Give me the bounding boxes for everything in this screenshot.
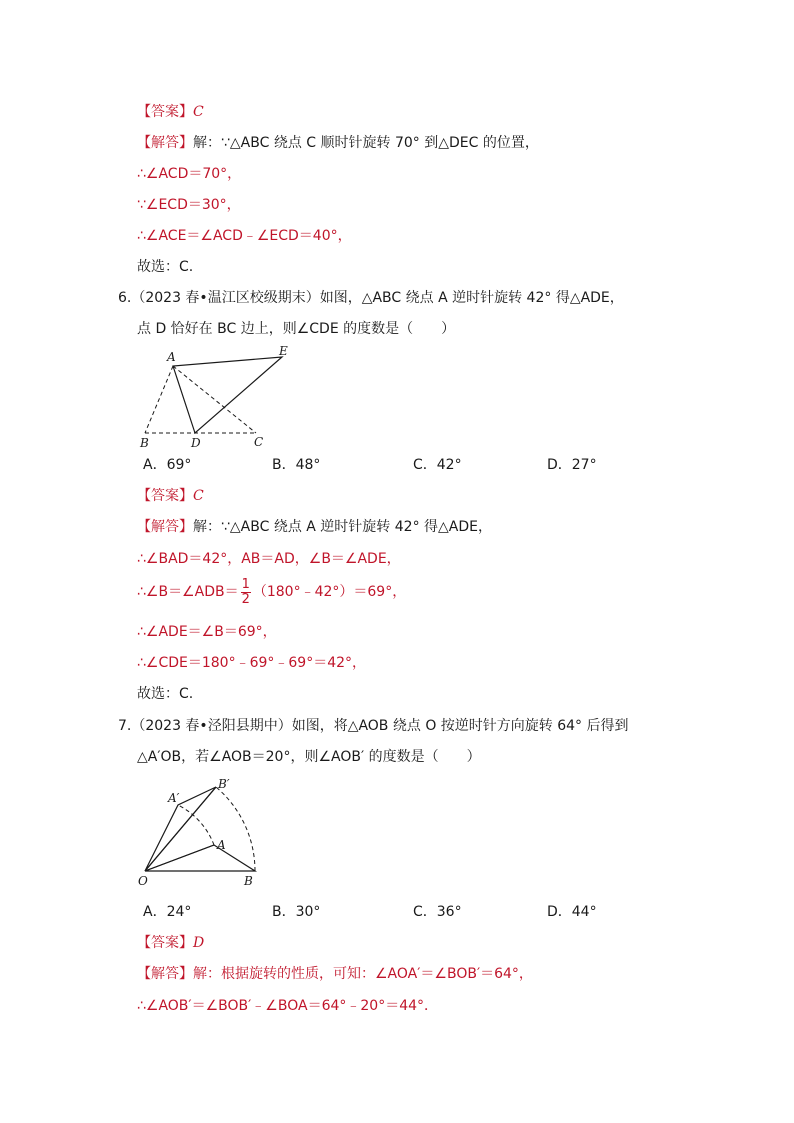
q6-conclusion: 故选：C. <box>137 686 194 702</box>
q7-solution-line1 <box>137 964 533 984</box>
q6-label-d: D <box>191 436 201 450</box>
q7-label-b: B <box>244 874 253 888</box>
q7-stem-line1: 7.（2023 春•泾阳县期中）如图，将△AOB 绕点 O 按逆时针方向旋转 64° 后得到 <box>118 718 629 734</box>
solution-text: 解：根据旋转的性质，可知：∠AOA′＝∠BOB′＝64°， <box>193 966 533 982</box>
q7-label-a1: A′ <box>168 791 180 805</box>
q6-label-a: A <box>167 350 176 364</box>
q6-sol3-part-a: ∴∠B＝∠ADB＝ <box>137 584 239 600</box>
fraction-half <box>241 578 251 607</box>
q7-option-b: B．30° <box>272 904 321 920</box>
q6-solution-line3 <box>137 576 406 608</box>
q5-solution-line1 <box>137 133 539 153</box>
q7-option-a: A．24° <box>143 904 192 920</box>
fraction-numerator: 1 <box>241 576 250 592</box>
q7-option-c: C．36° <box>413 904 462 920</box>
fraction-denominator: 2 <box>241 591 250 607</box>
q7-label-a: A <box>217 838 226 852</box>
q6-stem-line2: 点 D 恰好在 BC 边上，则∠CDE 的度数是（ ） <box>137 321 456 337</box>
q7-solution-line2: ∴∠AOB′＝∠BOB′﹣∠BOA＝64°﹣20°＝44°． <box>137 998 439 1014</box>
q7-triangle-aob <box>145 845 255 871</box>
q7-stem-line2: △A′OB，若∠AOB＝20°，则∠AOB′ 的度数是（ ） <box>137 749 481 765</box>
q6-solution-line2: ∴∠BAD＝42°，AB＝AD，∠B＝∠ADE， <box>137 551 401 567</box>
q7-figure <box>138 778 268 890</box>
q5-solution-line3: ∵∠ECD＝30°， <box>137 197 241 213</box>
q6-solution-line4: ∴∠ADE＝∠B＝69°， <box>137 624 277 640</box>
q6-figure <box>138 345 298 453</box>
q6-solution-line1 <box>137 517 492 537</box>
solution-tag: 【解答】 <box>137 519 193 535</box>
q6-label-b: B <box>140 436 149 450</box>
answer-tag: 【答案】 <box>137 104 193 120</box>
solution-tag: 【解答】 <box>137 966 193 982</box>
q6-solution-line5: ∴∠CDE＝180°﹣69°﹣69°＝42°， <box>137 655 367 671</box>
q6-option-b: B．48° <box>272 457 321 473</box>
q6-sol3-part-b: （180°﹣42°）＝69°， <box>252 584 407 600</box>
q7-label-b1: B′ <box>218 777 230 791</box>
solution-text: 解：∵△ABC 绕点 C 顺时针旋转 70° 到△DEC 的位置， <box>193 135 539 151</box>
q5-answer-line <box>137 102 204 122</box>
q7-label-o: O <box>138 874 148 888</box>
q6-option-c: C．42° <box>413 457 462 473</box>
q7-option-d: D．44° <box>547 904 597 920</box>
answer-tag: 【答案】 <box>137 935 193 951</box>
answer-value: C <box>193 488 204 504</box>
solution-tag: 【解答】 <box>137 135 193 151</box>
q7-answer-line <box>137 933 204 953</box>
q6-label-e: E <box>279 344 288 358</box>
q6-stem-line1: 6.（2023 春•温江区校级期末）如图，△ABC 绕点 A 逆时针旋转 42° 得△ADE， <box>118 290 624 306</box>
answer-value: D <box>193 935 205 951</box>
answer-value: C <box>193 104 204 120</box>
q5-solution-line4: ∴∠ACE＝∠ACD﹣∠ECD＝40°， <box>137 228 352 244</box>
q6-answer-line <box>137 486 204 506</box>
q6-option-d: D．27° <box>547 457 597 473</box>
q6-segment-ac <box>173 366 256 433</box>
solution-text: 解：∵△ABC 绕点 A 逆时针旋转 42° 得△ADE， <box>193 519 492 535</box>
q5-conclusion: 故选：C. <box>137 259 194 275</box>
q6-segment-ab <box>145 366 173 433</box>
q6-option-a: A．69° <box>143 457 192 473</box>
q6-triangle-ade <box>173 357 282 433</box>
answer-tag: 【答案】 <box>137 488 193 504</box>
q6-label-c: C <box>254 435 264 449</box>
q7-segment-ob1 <box>145 787 216 871</box>
q5-solution-line2: ∴∠ACD＝70°， <box>137 166 242 182</box>
